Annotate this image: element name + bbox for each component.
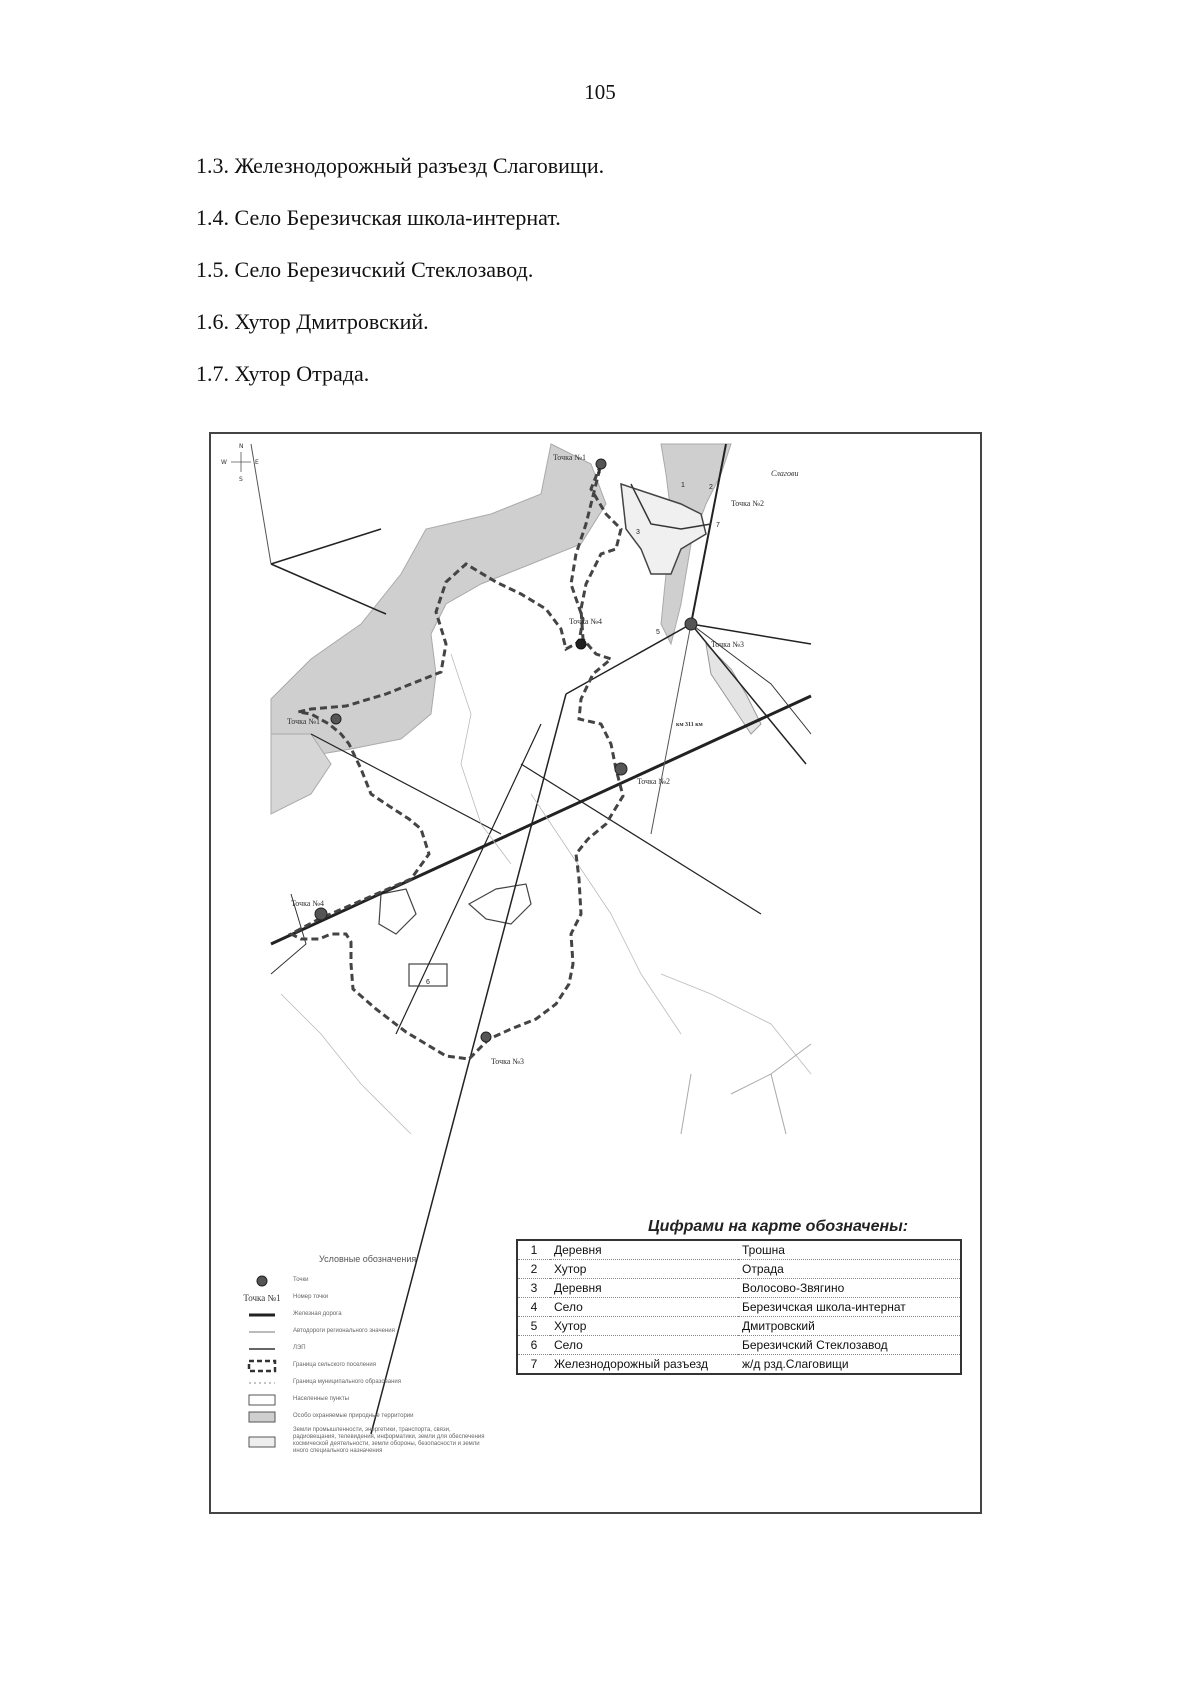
- compass-north-label: N: [239, 443, 244, 450]
- compass-rose-icon: [221, 443, 259, 483]
- places-table-cell-name: ж/д рзд.Слаговищи: [738, 1355, 961, 1375]
- stream: [731, 1044, 811, 1094]
- legend-railway-icon: [231, 1308, 293, 1322]
- places-table-caption: Цифрами на карте обозначены:: [648, 1218, 909, 1235]
- power-line: [311, 734, 501, 834]
- legend-item: [231, 1340, 493, 1357]
- legend-item-label: Граница муниципального образования: [293, 1379, 402, 1385]
- map-number-label: 5: [656, 629, 660, 636]
- places-table-row: [517, 1317, 961, 1336]
- map-label-point-4-center: Точка №4: [569, 617, 603, 626]
- places-table-cell-type: Село: [550, 1298, 738, 1317]
- legend-item-label: Населенные пункты: [293, 1396, 349, 1402]
- map-label-point-3-south: Точка №3: [491, 1057, 525, 1066]
- places-table-cell-type: Деревня: [550, 1240, 738, 1260]
- places-table-row: [517, 1279, 961, 1298]
- places-table: [516, 1239, 962, 1375]
- settlement-list-item: 1.3. Железнодорожный разъезд Слаговищи.: [196, 153, 605, 178]
- boundary-point-marker: [481, 1032, 491, 1042]
- places-table-cell-type: Железнодорожный разъезд: [550, 1355, 738, 1375]
- legend-item-label: Земли промышленности, энергетики, транспорта, связи, радиовещания, телевидения, информатики, земли для обеспечения космической деятельности, земли обороны, безопасности и земли иного специального назначения: [293, 1427, 485, 1454]
- places-table-cell-name: Волосово-Звягино: [738, 1279, 961, 1298]
- compass-south-label: S: [239, 476, 243, 483]
- legend-item-label: Точки: [293, 1277, 309, 1283]
- map-number-label: 3: [636, 529, 640, 536]
- legend-settlement-icon: [231, 1393, 293, 1407]
- legend-item: [231, 1323, 493, 1340]
- legend-point-icon: [231, 1274, 293, 1288]
- legend-municipal-boundary-icon: [231, 1376, 293, 1390]
- settlement-area: [469, 884, 531, 924]
- legend-item-label: Автодороги регионального значения: [293, 1328, 395, 1334]
- legend-item: [231, 1425, 493, 1461]
- map-label-point-4-southwest: Точка №4: [291, 899, 325, 908]
- map-number-label: 1: [681, 482, 685, 489]
- places-table-cell-num: 2: [517, 1260, 550, 1279]
- regional-road: [251, 444, 271, 564]
- legend-protected-area-icon: [231, 1410, 293, 1424]
- stream: [451, 654, 511, 864]
- regional-road: [271, 529, 381, 564]
- legend-item: [231, 1357, 493, 1374]
- legend-item: [231, 1408, 493, 1425]
- places-table-row: [517, 1355, 961, 1375]
- places-table-cell-name: Березичская школа-интернат: [738, 1298, 961, 1317]
- settlement-list-item: 1.7. Хутор Отрада.: [196, 361, 370, 386]
- legend-point-number-label: Точка №1: [243, 1292, 281, 1303]
- map-label-point-1-west: Точка №1: [287, 717, 321, 726]
- places-table-cell-num: 5: [517, 1317, 550, 1336]
- settlement-area: [379, 889, 416, 934]
- places-table-cell-type: Деревня: [550, 1279, 738, 1298]
- legend-item-label: Особо охраняемые природные территории: [293, 1413, 414, 1419]
- boundary-point-marker: [615, 763, 627, 775]
- places-table-cell-name: Отрада: [738, 1260, 961, 1279]
- legend-item-label: Номер точки: [293, 1294, 329, 1300]
- map-label-slagovishchi: Слагови: [771, 469, 799, 478]
- places-table-cell-num: 7: [517, 1355, 550, 1375]
- legend-item-label: ЛЭП: [293, 1345, 306, 1351]
- places-table-cell-num: 3: [517, 1279, 550, 1298]
- legend-item: [231, 1306, 493, 1323]
- map-label-railway-km: км 311 км: [676, 722, 703, 728]
- regional-road: [651, 624, 691, 834]
- map-number-label: 2: [709, 484, 713, 491]
- map-label-point-1-north: Точка №1: [553, 453, 587, 462]
- boundary-point-marker: [596, 459, 606, 469]
- legend-title: Условные обозначения: [319, 1254, 417, 1264]
- places-table-cell-type: Хутор: [550, 1260, 738, 1279]
- legend-road-icon: [231, 1325, 293, 1339]
- stream: [681, 1074, 691, 1134]
- places-table-cell-name: Дмитровский: [738, 1317, 961, 1336]
- places-table-cell-name: Березичский Стеклозавод: [738, 1336, 961, 1355]
- regional-road: [691, 624, 811, 644]
- legend-item: [231, 1374, 493, 1391]
- places-table-cell-num: 1: [517, 1240, 550, 1260]
- map-label-point-2-center: Точка №2: [637, 777, 671, 786]
- legend-power-line-icon: [231, 1342, 293, 1356]
- water-body: [706, 644, 761, 734]
- settlement-list: [196, 152, 604, 412]
- map-frame: [209, 432, 982, 1514]
- legend-boundary-icon: [231, 1359, 293, 1373]
- boundary-point-marker: [576, 639, 586, 649]
- compass-west-label: W: [221, 459, 227, 466]
- legend-item: [231, 1289, 493, 1306]
- compass-east-label: E: [255, 459, 259, 466]
- settlement-list-item: 1.6. Хутор Дмитровский.: [196, 309, 429, 334]
- legend-item: [231, 1272, 493, 1289]
- places-table-row: [517, 1336, 961, 1355]
- map-number-label: 4: [597, 469, 601, 476]
- places-table-cell-type: Село: [550, 1336, 738, 1355]
- places-table-cell-type: Хутор: [550, 1317, 738, 1336]
- boundary-point-marker: [685, 618, 697, 630]
- places-table-cell-name: Трошна: [738, 1240, 961, 1260]
- boundary-point-marker: [331, 714, 341, 724]
- map-number-label: 6: [426, 979, 430, 986]
- legend-item-label: Железная дорога: [293, 1311, 342, 1317]
- legend-item: [231, 1391, 493, 1408]
- stream: [281, 994, 411, 1134]
- map-legend: [231, 1272, 493, 1461]
- power-line: [521, 764, 761, 914]
- regional-road: [271, 564, 386, 614]
- stream: [661, 974, 811, 1074]
- places-table-row: [517, 1240, 961, 1260]
- legend-item-label: Граница сельского поселения: [293, 1362, 377, 1368]
- places-table-cell-num: 6: [517, 1336, 550, 1355]
- settlement-list-item: 1.4. Село Березичская школа-интернат.: [196, 205, 561, 230]
- legend-industrial-land-icon: [231, 1427, 293, 1449]
- settlement-list-item: 1.5. Село Березичский Стеклозавод.: [196, 257, 534, 282]
- stream: [531, 794, 681, 1034]
- page-number: 105: [584, 80, 616, 104]
- power-line: [396, 724, 541, 1034]
- map-number-label: 7: [716, 522, 720, 529]
- regional-road: [566, 624, 691, 694]
- map-label-point-3-east: Точка №3: [711, 640, 745, 649]
- places-table-row: [517, 1298, 961, 1317]
- boundary-point-marker: [315, 908, 327, 920]
- places-table-row: [517, 1260, 961, 1279]
- stream: [771, 1074, 786, 1134]
- places-table-cell-num: 4: [517, 1298, 550, 1317]
- map-label-point-2-ne: Точка №2: [731, 499, 765, 508]
